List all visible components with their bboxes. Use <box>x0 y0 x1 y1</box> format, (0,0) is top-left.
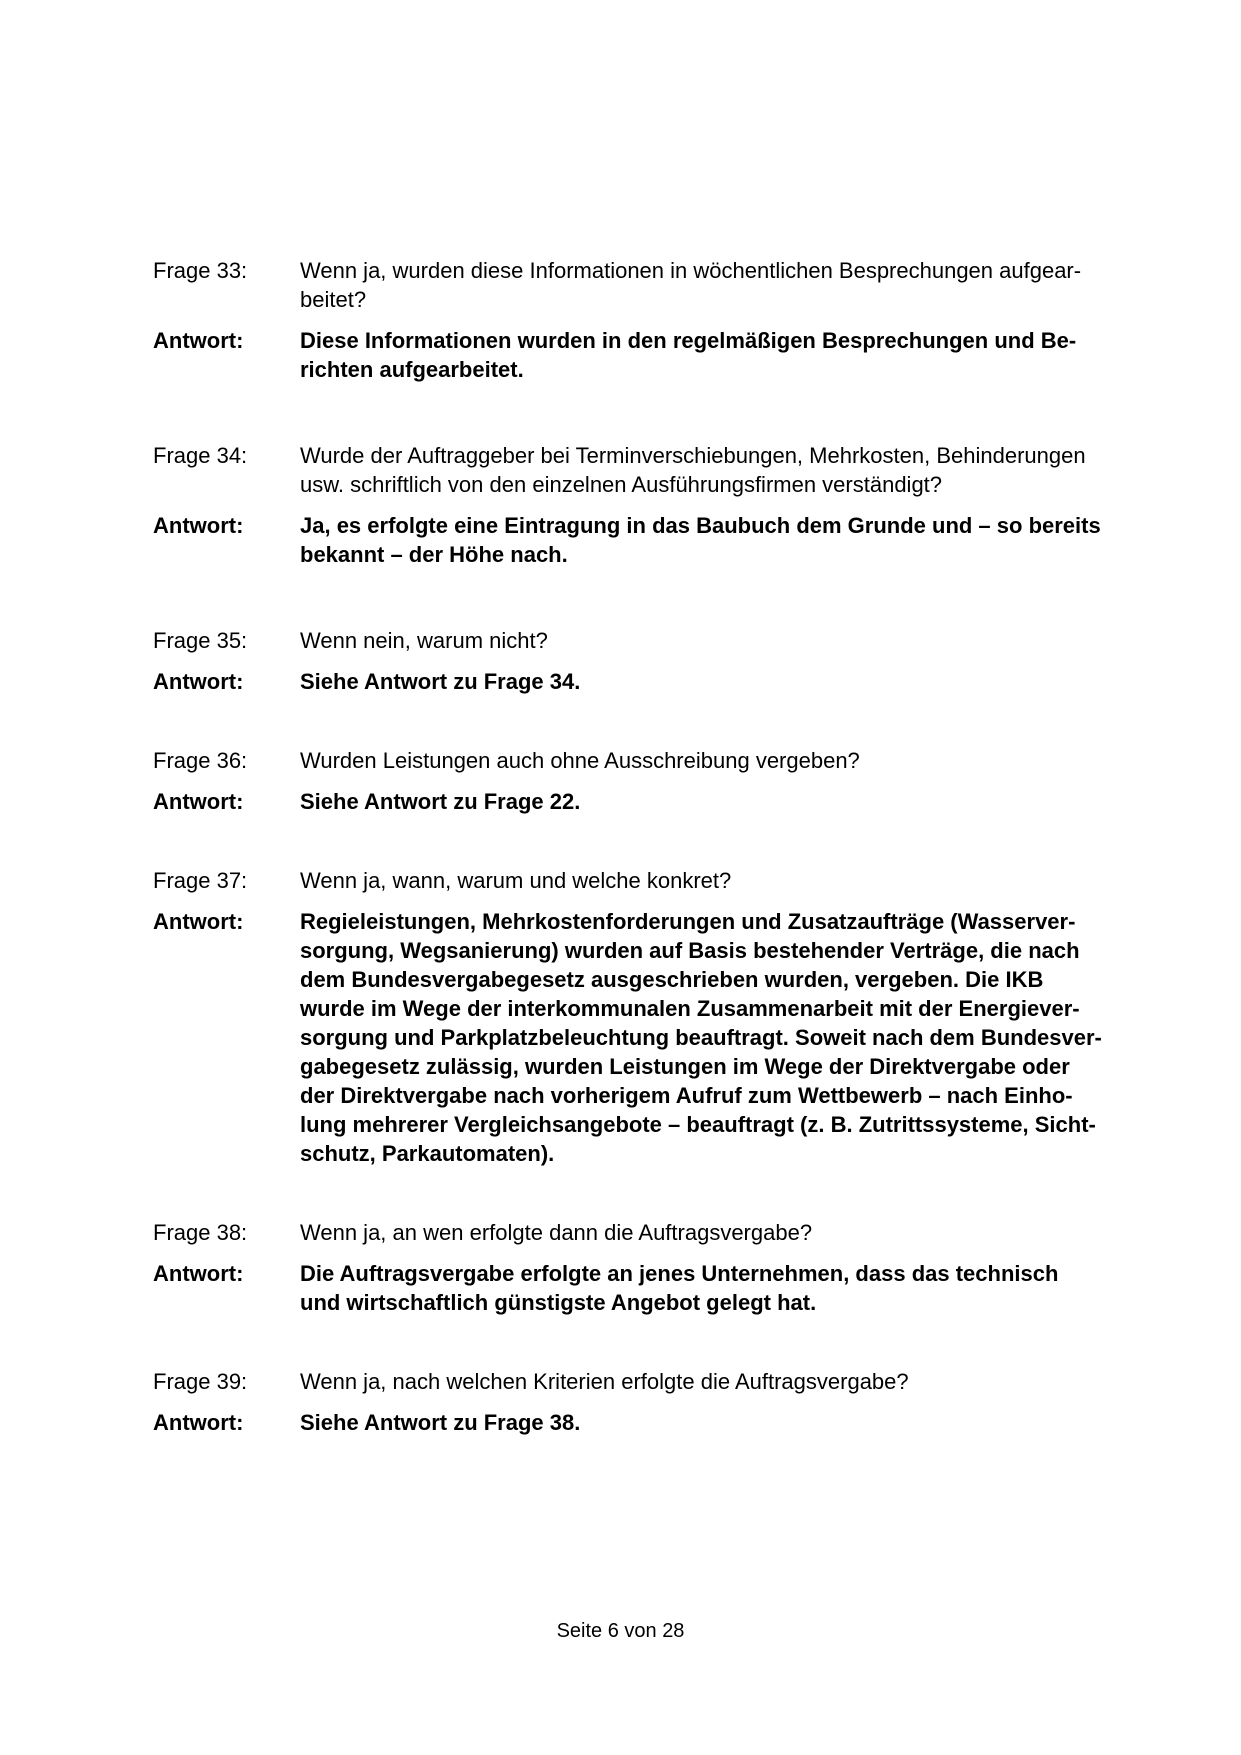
answer-text <box>300 667 1143 696</box>
question-text <box>300 866 1143 895</box>
answer-label: Antwort: <box>153 789 244 814</box>
qa-block <box>153 1218 1143 1317</box>
question-line: beitet? <box>300 287 367 312</box>
question-text <box>300 1367 1143 1396</box>
question-line: Wenn ja, an wen erfolgte dann die Auftragsvergabe? <box>300 1220 813 1245</box>
question-line: Wenn ja, wann, warum und welche konkret? <box>300 868 732 893</box>
page-footer <box>0 1618 1241 1644</box>
answer-row <box>153 787 1143 816</box>
question-label: Frage 39: <box>153 1369 248 1394</box>
question-label: Frage 37: <box>153 868 248 893</box>
answer-line: Ja, es erfolgte eine Eintragung in das Baubuch dem Grunde und – so bereits <box>300 513 1101 538</box>
qa-block <box>153 256 1143 384</box>
answer-label: Antwort: <box>153 328 244 353</box>
answer-label: Antwort: <box>153 513 244 538</box>
question-row <box>153 1218 1143 1247</box>
page-number: Seite 6 von 28 <box>556 1620 685 1642</box>
answer-row <box>153 907 1143 1168</box>
question-text <box>300 626 1143 655</box>
answer-label: Antwort: <box>153 1410 244 1435</box>
answer-line: schutz, Parkautomaten). <box>300 1141 555 1166</box>
answer-line: und wirtschaftlich günstigste Angebot gelegt hat. <box>300 1290 817 1315</box>
answer-line: sorgung und Parkplatzbeleuchtung beauftragt. Soweit nach dem Bundesver- <box>300 1025 1102 1050</box>
answer-row <box>153 1259 1143 1317</box>
question-row <box>153 256 1143 314</box>
answer-line: Siehe Antwort zu Frage 34. <box>300 669 581 694</box>
question-row <box>153 441 1143 499</box>
answer-text <box>300 1259 1143 1317</box>
question-label: Frage 36: <box>153 748 248 773</box>
answer-row <box>153 1408 1143 1437</box>
question-text <box>300 1218 1143 1247</box>
answer-label: Antwort: <box>153 909 244 934</box>
qa-block <box>153 1367 1143 1437</box>
question-label: Frage 33: <box>153 258 248 283</box>
question-label: Frage 35: <box>153 628 248 653</box>
question-line: Wurde der Auftraggeber bei Terminverschiebungen, Mehrkosten, Behinderungen <box>300 443 1086 468</box>
answer-line: Diese Informationen wurden in den regelmäßigen Besprechungen und Be- <box>300 328 1077 353</box>
answer-line: richten aufgearbeitet. <box>300 357 524 382</box>
answer-text <box>300 326 1143 384</box>
qa-block <box>153 746 1143 816</box>
qa-block <box>153 626 1143 696</box>
answer-line: lung mehrerer Vergleichsangebote – beauftragt (z. B. Zutrittssysteme, Sicht- <box>300 1112 1096 1137</box>
question-row <box>153 1367 1143 1396</box>
question-text <box>300 256 1143 314</box>
question-label: Frage 38: <box>153 1220 248 1245</box>
question-row <box>153 746 1143 775</box>
answer-line: Siehe Antwort zu Frage 38. <box>300 1410 581 1435</box>
answer-line: der Direktvergabe nach vorherigem Aufruf zum Wettbewerb – nach Einho- <box>300 1083 1073 1108</box>
question-label: Frage 34: <box>153 443 248 468</box>
document-body <box>153 206 1143 1437</box>
qa-block <box>153 866 1143 1168</box>
question-line: Wenn ja, nach welchen Kriterien erfolgte die Auftragsvergabe? <box>300 1369 909 1394</box>
answer-line: gabegesetz zulässig, wurden Leistungen im Wege der Direktvergabe oder <box>300 1054 1070 1079</box>
answer-label: Antwort: <box>153 669 244 694</box>
answer-label: Antwort: <box>153 1261 244 1286</box>
qa-block <box>153 441 1143 569</box>
question-line: Wenn ja, wurden diese Informationen in wöchentlichen Besprechungen aufgear- <box>300 258 1082 283</box>
answer-line: dem Bundesvergabegesetz ausgeschrieben wurden, vergeben. Die IKB <box>300 967 1044 992</box>
answer-line: Siehe Antwort zu Frage 22. <box>300 789 581 814</box>
answer-line: wurde im Wege der interkommunalen Zusammenarbeit mit der Energiever- <box>300 996 1080 1021</box>
answer-text <box>300 511 1143 569</box>
question-line: Wenn nein, warum nicht? <box>300 628 548 653</box>
answer-text <box>300 907 1143 1168</box>
question-line: Wurden Leistungen auch ohne Ausschreibung vergeben? <box>300 748 860 773</box>
answer-line: sorgung, Wegsanierung) wurden auf Basis bestehender Verträge, die nach <box>300 938 1080 963</box>
answer-text <box>300 787 1143 816</box>
answer-row <box>153 326 1143 384</box>
question-text <box>300 746 1143 775</box>
answer-line: bekannt – der Höhe nach. <box>300 542 568 567</box>
answer-row <box>153 667 1143 696</box>
question-row <box>153 626 1143 655</box>
question-text <box>300 441 1143 499</box>
question-line: usw. schriftlich von den einzelnen Ausführungsfirmen verständigt? <box>300 472 943 497</box>
answer-line: Regieleistungen, Mehrkostenforderungen und Zusatzaufträge (Wasserver- <box>300 909 1076 934</box>
answer-text <box>300 1408 1143 1437</box>
question-row <box>153 866 1143 895</box>
answer-line: Die Auftragsvergabe erfolgte an jenes Unternehmen, dass das technisch <box>300 1261 1059 1286</box>
answer-row <box>153 511 1143 569</box>
